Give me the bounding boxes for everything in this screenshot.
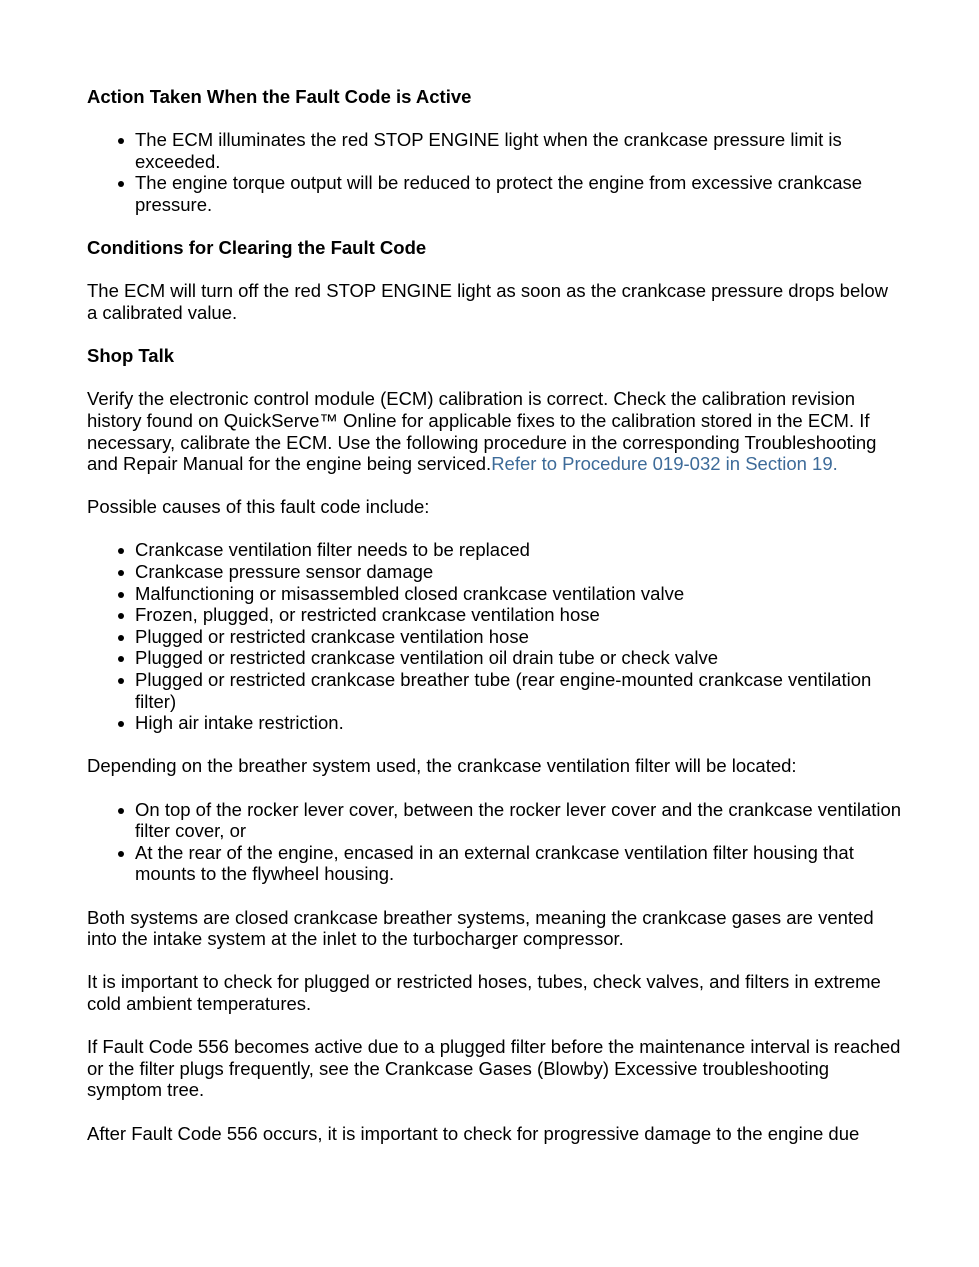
location-intro: Depending on the breather system used, the crankcase ventilation filter will be located: — [87, 755, 797, 777]
list-item: Crankcase ventilation filter needs to be replaced — [135, 539, 902, 561]
list-item: The ECM illuminates the red STOP ENGINE light when the crankcase pressure limit is exceeded. — [135, 129, 902, 172]
conditions-paragraph: The ECM will turn off the red STOP ENGINE light as soon as the crankcase pressure drops below a calibrated value. — [87, 280, 889, 323]
after-paragraph: After Fault Code 556 occurs, it is important to check for progressive damage to the engine due — [87, 1122, 860, 1144]
procedure-link[interactable]: Refer to Procedure 019-032 in Section 19. — [491, 453, 838, 475]
causes-list — [87, 539, 902, 733]
list-item: Plugged or restricted crankcase ventilation hose — [135, 626, 902, 648]
list-item: High air intake restriction. — [135, 712, 902, 734]
cold-paragraph: It is important to check for plugged or restricted hoses, tubes, check valves, and filters in extreme cold ambient temperatures. — [87, 971, 881, 1014]
list-item: Malfunctioning or misassembled closed crankcase ventilation valve — [135, 583, 902, 605]
list-item: Plugged or restricted crankcase ventilation oil drain tube or check valve — [135, 647, 902, 669]
list-item: On top of the rocker lever cover, between the rocker lever cover and the crankcase ventilation filter cover, or — [135, 798, 902, 842]
document-page — [87, 86, 902, 1166]
list-item: Plugged or restricted crankcase breather tube (rear engine-mounted crankcase ventilation filter) — [135, 669, 902, 712]
heading-action-taken: Action Taken When the Fault Code is Active — [87, 86, 472, 107]
systems-paragraph: Both systems are closed crankcase breather systems, meaning the crankcase gases are vented into the intake system at the inlet to the turbocharger compressor. — [87, 906, 874, 950]
causes-intro: Possible causes of this fault code include: — [87, 496, 430, 518]
shop-talk-text: Verify the electronic control module (ECM) calibration is correct. Check the calibration revision history found on QuickServe™ Online for applicable fixes to the calibration stored in the ECM. If necessary, calibrate the ECM. Use the following procedure in the corresponding Troubleshooting and Repair Manual for the engine being serviced. — [87, 388, 877, 475]
list-item: Crankcase pressure sensor damage — [135, 561, 902, 583]
list-item: At the rear of the engine, encased in an external crankcase ventilation filter housing that mounts to the flywheel housing. — [135, 842, 902, 885]
heading-shop-talk: Shop Talk — [87, 345, 175, 367]
list-item: The engine torque output will be reduced to protect the engine from excessive crankcase pressure. — [135, 172, 902, 215]
fault-paragraph: If Fault Code 556 becomes active due to a plugged filter before the maintenance interval is reached or the filter plugs frequently, see the Crankcase Gases (Blowby) Excessive troubleshooting symptom tree. — [87, 1036, 901, 1101]
action-taken-list — [87, 129, 902, 215]
locations-list — [87, 799, 902, 885]
list-item: Frozen, plugged, or restricted crankcase ventilation hose — [135, 604, 902, 626]
shop-talk-paragraph — [87, 388, 902, 474]
heading-conditions-clearing: Conditions for Clearing the Fault Code — [87, 237, 427, 259]
